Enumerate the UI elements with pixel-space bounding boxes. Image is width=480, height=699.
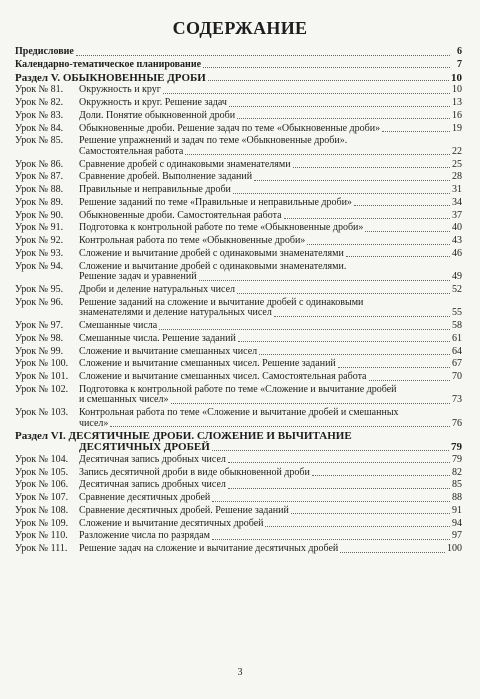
dot-leader bbox=[340, 552, 445, 553]
dot-leader bbox=[159, 329, 450, 330]
dot-leader bbox=[291, 513, 450, 514]
toc-entry bbox=[15, 298, 462, 319]
section-title bbox=[15, 73, 462, 84]
toc-page-number: 61 bbox=[452, 332, 462, 344]
lesson-title bbox=[79, 185, 462, 196]
dot-leader bbox=[233, 193, 450, 194]
lesson-number: Урок № 108. bbox=[15, 504, 69, 516]
toc-entry-line bbox=[79, 321, 462, 332]
lesson-number: Урок № 107. bbox=[15, 492, 69, 504]
toc-entry bbox=[15, 185, 462, 196]
toc-entry-text: Сложение и вычитание дробей с одинаковыми знаменателями. bbox=[79, 260, 347, 272]
lesson-title bbox=[79, 359, 462, 370]
lesson-title bbox=[79, 544, 462, 555]
toc-page-number: 31 bbox=[452, 184, 462, 196]
toc-entry-text: Смешанные числа. Решение заданий bbox=[79, 332, 236, 344]
toc-entry-text: Подготовка к контрольной работе по теме «Сложение и вычитание дробей bbox=[79, 383, 397, 395]
toc-entry-line bbox=[15, 442, 462, 453]
lesson-title bbox=[79, 493, 462, 504]
lesson-title bbox=[79, 223, 462, 234]
lesson-number: Урок № 101. bbox=[15, 371, 69, 383]
dot-leader bbox=[259, 354, 450, 355]
lesson-title bbox=[79, 334, 462, 345]
lesson-number: Урок № 87. bbox=[15, 171, 64, 183]
dot-leader bbox=[163, 93, 450, 94]
toc-entry bbox=[15, 480, 462, 491]
toc-page-number: 28 bbox=[452, 171, 462, 183]
toc-entry bbox=[15, 98, 462, 109]
toc-entry-text: Смешанные числа bbox=[79, 320, 158, 332]
toc-page-number: 64 bbox=[452, 345, 462, 357]
toc-entry-text: Решение заданий по теме «Правильные и неправильные дроби» bbox=[79, 196, 352, 208]
lesson-number: Урок № 91. bbox=[15, 222, 64, 234]
toc-page-number: 79 bbox=[452, 453, 462, 465]
lesson-title bbox=[79, 111, 462, 122]
lesson-number: Урок № 99. bbox=[15, 345, 64, 357]
toc-entry bbox=[15, 493, 462, 504]
toc-entry bbox=[15, 85, 462, 96]
toc-entry-text: Раздел V. ОБЫКНОВЕННЫЕ ДРОБИ bbox=[15, 71, 206, 84]
toc-entry-line bbox=[79, 531, 462, 542]
lesson-number: Урок № 84. bbox=[15, 122, 64, 134]
lesson-number: Урок № 106. bbox=[15, 479, 69, 491]
toc-entry-line bbox=[79, 544, 462, 555]
lesson-number: Урок № 86. bbox=[15, 158, 64, 170]
dot-leader bbox=[365, 231, 450, 232]
lesson-number: Урок № 98. bbox=[15, 332, 64, 344]
lesson-number: Урок № 92. bbox=[15, 235, 64, 247]
toc-entry-text: Доли. Понятие обыкновенной дроби bbox=[79, 109, 236, 121]
toc-entry-text: Правильные и неправильные дроби bbox=[79, 184, 231, 196]
toc-entry bbox=[15, 198, 462, 209]
lesson-title bbox=[79, 249, 462, 260]
lesson-title bbox=[79, 298, 462, 319]
lesson-number: Урок № 93. bbox=[15, 247, 64, 259]
lesson-number: Урок № 89. bbox=[15, 196, 64, 208]
dot-leader bbox=[76, 55, 450, 56]
dot-leader bbox=[212, 450, 449, 451]
dot-leader bbox=[237, 293, 450, 294]
toc-entry-text: Десятичная запись дробных чисел bbox=[79, 453, 226, 465]
toc-entry bbox=[15, 321, 462, 332]
toc-entry-line bbox=[79, 334, 462, 345]
toc-entry-text: Десятичная запись дробных чисел bbox=[79, 479, 226, 491]
dot-leader bbox=[212, 501, 450, 502]
dot-leader bbox=[369, 380, 451, 381]
toc-entry-text: Сравнение десятичных дробей. Решение заданий bbox=[79, 504, 289, 516]
toc-entry-line bbox=[79, 111, 462, 122]
dot-leader bbox=[208, 80, 449, 81]
toc-entry-line bbox=[79, 480, 462, 491]
lesson-title bbox=[79, 160, 462, 171]
lesson-number: Урок № 111. bbox=[15, 543, 68, 555]
dot-leader bbox=[338, 367, 450, 368]
lesson-number: Урок № 104. bbox=[15, 453, 69, 465]
lesson-title bbox=[79, 321, 462, 332]
toc-page-number: 10 bbox=[451, 71, 462, 84]
toc-page-number: 16 bbox=[452, 109, 462, 121]
lesson-number: Урок № 100. bbox=[15, 358, 69, 370]
toc-page-number: 52 bbox=[452, 283, 462, 295]
toc-page-number: 25 bbox=[452, 158, 462, 170]
toc-entry-line bbox=[15, 73, 462, 84]
lesson-number: Урок № 102. bbox=[15, 383, 69, 395]
lesson-number: Урок № 94. bbox=[15, 260, 64, 272]
table-of-contents bbox=[15, 47, 462, 557]
toc-entry-line bbox=[79, 372, 462, 383]
section-title bbox=[15, 431, 462, 452]
toc-page-number: 94 bbox=[452, 517, 462, 529]
toc-entry bbox=[15, 408, 462, 429]
toc-page-number: 79 bbox=[451, 441, 462, 454]
toc-page-number: 22 bbox=[452, 145, 462, 157]
toc-entry-line bbox=[79, 85, 462, 96]
toc-page-number: 13 bbox=[452, 97, 462, 108]
toc-page-number: 40 bbox=[452, 222, 462, 234]
dot-leader bbox=[354, 205, 450, 206]
toc-page-number: 67 bbox=[452, 358, 462, 370]
toc-page-number: 7 bbox=[457, 58, 462, 70]
dot-leader bbox=[382, 131, 450, 132]
dot-leader bbox=[110, 426, 450, 427]
toc-entry bbox=[15, 136, 462, 157]
toc-page-number: 55 bbox=[452, 307, 462, 319]
dot-leader bbox=[265, 526, 450, 527]
toc-entry-line bbox=[79, 308, 462, 319]
toc-entry-text: знаменателями и деление натуральных чисел bbox=[79, 307, 272, 319]
toc-entry bbox=[15, 531, 462, 542]
toc-entry bbox=[15, 47, 462, 58]
dot-leader bbox=[293, 167, 450, 168]
toc-entry-text: Сравнение десятичных дробей bbox=[79, 492, 211, 504]
toc-entry bbox=[15, 249, 462, 260]
dot-leader bbox=[238, 341, 450, 342]
toc-entry-text: Сложение и вычитание дробей с одинаковыми знаменателями bbox=[79, 247, 344, 259]
toc-entry-line bbox=[79, 359, 462, 370]
dot-leader bbox=[312, 475, 450, 476]
lesson-number: Урок № 90. bbox=[15, 209, 64, 221]
lesson-title bbox=[79, 385, 462, 406]
toc-page-number: 85 bbox=[452, 479, 462, 491]
toc-page-number: 37 bbox=[452, 209, 462, 221]
toc-entry bbox=[15, 124, 462, 135]
toc-entry-text: Окружность и круг. Решение задач bbox=[79, 97, 227, 108]
toc-entry-title: Предисловие bbox=[15, 46, 74, 57]
toc-entry bbox=[15, 211, 462, 222]
dot-leader bbox=[229, 106, 450, 107]
toc-entry-line bbox=[79, 98, 462, 109]
toc-entry-line bbox=[79, 506, 462, 517]
lesson-number: Урок № 88. bbox=[15, 184, 64, 196]
lesson-number: Урок № 103. bbox=[15, 407, 69, 419]
dot-leader bbox=[228, 488, 450, 489]
lesson-title bbox=[79, 124, 462, 135]
toc-entry-text: Контрольная работа по теме «Сложение и вычитание дробей и смешанных bbox=[79, 407, 399, 419]
lesson-title bbox=[79, 98, 462, 109]
toc-entry-text: чисел» bbox=[79, 417, 109, 429]
toc-page-number: 82 bbox=[452, 466, 462, 478]
toc-entry bbox=[15, 160, 462, 171]
toc-entry-text: Решение упражнений и задач по теме «Обыкновенные дроби». bbox=[79, 135, 348, 147]
toc-page-number: 70 bbox=[452, 371, 462, 383]
toc-entry-text: Запись десятичной дроби в виде обыкновенной дроби bbox=[79, 466, 310, 478]
toc-entry-line bbox=[79, 347, 462, 358]
lesson-number: Урок № 109. bbox=[15, 517, 69, 529]
toc-entry bbox=[15, 60, 462, 71]
dot-leader bbox=[307, 244, 450, 245]
dot-leader bbox=[284, 218, 450, 219]
lesson-number: Урок № 110. bbox=[15, 530, 68, 542]
toc-entry-line bbox=[79, 236, 462, 247]
lesson-title bbox=[79, 285, 462, 296]
toc-entry-text: ДЕСЯТИЧНЫХ ДРОБЕЙ bbox=[79, 441, 210, 454]
toc-page-number: 6 bbox=[457, 46, 462, 57]
toc-page-number: 76 bbox=[452, 417, 462, 429]
toc-entry-title: Календарно-тематическое планирование bbox=[15, 58, 202, 70]
page-number: 3 bbox=[237, 667, 243, 678]
toc-page-number: 49 bbox=[452, 271, 462, 283]
lesson-number: Урок № 83. bbox=[15, 109, 64, 121]
toc-entry-text: Решение задач на сложение и вычитание десятичных дробей bbox=[79, 543, 339, 555]
dot-leader bbox=[171, 403, 451, 404]
toc-entry-text: Сравнение дробей с одинаковыми знаменателями bbox=[79, 158, 291, 170]
lesson-title bbox=[79, 468, 462, 479]
toc-entry bbox=[15, 347, 462, 358]
toc-page-number: 43 bbox=[452, 235, 462, 247]
lesson-title bbox=[79, 85, 462, 96]
toc-entry-line bbox=[79, 272, 462, 283]
toc-entry-text: и смешанных чисел» bbox=[79, 394, 169, 406]
dot-leader bbox=[212, 539, 450, 540]
toc-entry-line bbox=[79, 124, 462, 135]
toc-page-number: 46 bbox=[452, 247, 462, 259]
dot-leader bbox=[274, 316, 450, 317]
toc-entry-text: Решение заданий на сложение и вычитание дробей с одинаковыми bbox=[79, 296, 364, 308]
toc-entry-text: Сложение и вычитание смешанных чисел. Решение заданий bbox=[79, 358, 336, 370]
toc-entry bbox=[15, 468, 462, 479]
toc-entry bbox=[15, 431, 462, 452]
lesson-number: Урок № 95. bbox=[15, 283, 64, 295]
toc-entry-line bbox=[79, 493, 462, 504]
toc-page-number: 73 bbox=[452, 394, 462, 406]
toc-entry-line bbox=[79, 519, 462, 530]
dot-leader bbox=[237, 118, 450, 119]
lesson-title bbox=[79, 262, 462, 283]
toc-entry-line bbox=[15, 60, 462, 71]
toc-page-number: 100 bbox=[447, 543, 462, 555]
toc-page-number: 91 bbox=[452, 504, 462, 516]
toc-entry-line bbox=[15, 47, 462, 58]
lesson-title bbox=[79, 519, 462, 530]
lesson-title bbox=[79, 531, 462, 542]
toc-entry bbox=[15, 385, 462, 406]
toc-entry-line bbox=[79, 249, 462, 260]
toc-entry-line bbox=[79, 185, 462, 196]
dot-leader bbox=[254, 180, 450, 181]
lesson-title bbox=[79, 372, 462, 383]
toc-entry-line bbox=[79, 468, 462, 479]
toc-entry-text: Разложение числа по разрядам bbox=[79, 530, 210, 542]
toc-entry-text: Сложение и вычитание десятичных дробей bbox=[79, 517, 264, 529]
lesson-number: Урок № 81. bbox=[15, 84, 64, 96]
toc-entry bbox=[15, 73, 462, 84]
toc-entry-text: Самостоятельная работа bbox=[79, 145, 184, 157]
toc-entry bbox=[15, 455, 462, 466]
toc-entry bbox=[15, 506, 462, 517]
toc-entry-line bbox=[79, 160, 462, 171]
toc-entry-text: Окружность и круг bbox=[79, 84, 161, 96]
lesson-number: Урок № 96. bbox=[15, 296, 64, 308]
toc-entry-line bbox=[79, 285, 462, 296]
lesson-title bbox=[79, 455, 462, 466]
lesson-title bbox=[79, 480, 462, 491]
lesson-title bbox=[79, 136, 462, 157]
toc-page-number: 19 bbox=[452, 122, 462, 134]
lesson-title bbox=[79, 408, 462, 429]
toc-entry bbox=[15, 544, 462, 555]
lesson-number: Урок № 82. bbox=[15, 97, 64, 108]
toc-entry-line bbox=[79, 223, 462, 234]
dot-leader bbox=[346, 256, 450, 257]
page-title: СОДЕРЖАНИЕ bbox=[172, 18, 308, 38]
dot-leader bbox=[203, 67, 450, 68]
lesson-title bbox=[79, 236, 462, 247]
lesson-number: Урок № 85. bbox=[15, 135, 64, 147]
dot-leader bbox=[185, 154, 450, 155]
toc-entry-line bbox=[79, 147, 462, 158]
toc-entry bbox=[15, 172, 462, 183]
toc-entry-line bbox=[79, 172, 462, 183]
toc-entry-line bbox=[79, 455, 462, 466]
lesson-title bbox=[79, 347, 462, 358]
toc-entry bbox=[15, 111, 462, 122]
lesson-title bbox=[79, 198, 462, 209]
toc-page-number: 58 bbox=[452, 320, 462, 332]
toc-entry-text: Подготовка к контрольной работе по теме «Обыкновенные дроби» bbox=[79, 222, 364, 234]
toc-entry-text: Обыкновенные дроби. Самостоятельная работа bbox=[79, 209, 282, 221]
toc-page-number: 97 bbox=[452, 530, 462, 542]
toc-entry-text: Раздел VI. ДЕСЯТИЧНЫЕ ДРОБИ. СЛОЖЕНИЕ И ВЫЧИТАНИЕ bbox=[15, 430, 352, 443]
toc-page-number: 34 bbox=[452, 196, 462, 208]
toc-entry-line bbox=[79, 395, 462, 406]
toc-entry bbox=[15, 236, 462, 247]
toc-entry bbox=[15, 262, 462, 283]
lesson-number: Урок № 97. bbox=[15, 320, 64, 332]
toc-entry-line bbox=[79, 211, 462, 222]
dot-leader bbox=[228, 462, 450, 463]
lesson-title bbox=[79, 211, 462, 222]
toc-entry-text: Контрольная работа по теме «Обыкновенные дроби» bbox=[79, 235, 306, 247]
dot-leader bbox=[199, 280, 450, 281]
toc-page-number: 10 bbox=[452, 84, 462, 96]
toc-entry-text: Дроби и деление натуральных чисел bbox=[79, 283, 235, 295]
toc-entry bbox=[15, 334, 462, 345]
lesson-title bbox=[79, 506, 462, 517]
toc-entry bbox=[15, 223, 462, 234]
toc-entry-text: Решение задач и уравнений bbox=[79, 271, 197, 283]
lesson-title bbox=[79, 172, 462, 183]
toc-page-number: 88 bbox=[452, 492, 462, 504]
toc-entry bbox=[15, 372, 462, 383]
toc-entry-text: Сравнение дробей. Выполнение заданий bbox=[79, 171, 253, 183]
toc-entry-line bbox=[79, 419, 462, 430]
toc-entry-text: Сложение и вычитание смешанных чисел. Самостоятельная работа bbox=[79, 371, 367, 383]
toc-entry-line bbox=[79, 198, 462, 209]
toc-entry-text: Обыкновенные дроби. Решение задач по теме «Обыкновенные дроби» bbox=[79, 122, 381, 134]
toc-entry bbox=[15, 285, 462, 296]
toc-entry bbox=[15, 359, 462, 370]
toc-entry bbox=[15, 519, 462, 530]
toc-entry-text: Сложение и вычитание смешанных чисел bbox=[79, 345, 258, 357]
lesson-number: Урок № 105. bbox=[15, 466, 69, 478]
